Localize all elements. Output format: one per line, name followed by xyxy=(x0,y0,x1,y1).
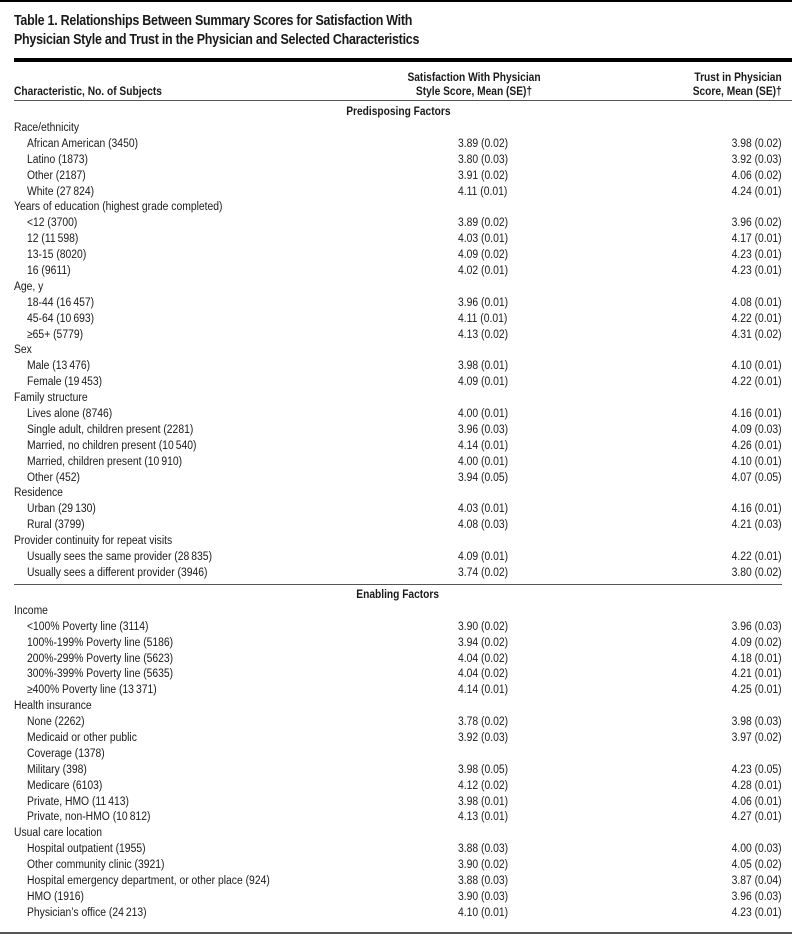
header-rule xyxy=(14,100,792,101)
row-label: HMO (1916) xyxy=(27,890,84,903)
table-top-rule xyxy=(14,58,792,62)
row-label: Single adult, children present (2281) xyxy=(27,423,194,436)
satisfaction-score: 3.96 (0.03) xyxy=(458,423,509,436)
satisfaction-score: 3.98 (0.01) xyxy=(458,795,509,808)
satisfaction-score: 4.14 (0.01) xyxy=(458,439,509,452)
column-header-trust-line-2: Score, Mean (SE)† xyxy=(693,84,782,98)
table-row xyxy=(14,407,782,423)
row-label: Hospital outpatient (1955) xyxy=(27,843,146,856)
category-row xyxy=(14,280,782,296)
row-label: Married, no children present (10 540) xyxy=(27,439,197,452)
table-row xyxy=(14,296,782,312)
top-border xyxy=(0,0,792,2)
trust-score: 3.96 (0.03) xyxy=(731,620,782,633)
satisfaction-score: 3.94 (0.05) xyxy=(458,471,509,484)
row-label: Married, children present (10 910) xyxy=(27,455,183,468)
table-row xyxy=(14,439,782,455)
satisfaction-score: 4.12 (0.02) xyxy=(458,779,509,792)
table-row xyxy=(14,620,782,636)
satisfaction-score: 3.98 (0.05) xyxy=(458,763,509,776)
row-label: 45-64 (10 693) xyxy=(27,312,95,325)
row-label: Hospital emergency department, or other place (924) xyxy=(27,874,270,887)
satisfaction-score: 4.03 (0.01) xyxy=(458,233,509,246)
row-label: White (27 824) xyxy=(27,185,95,198)
trust-score: 4.23 (0.01) xyxy=(731,906,782,919)
row-label: Other community clinic (3921) xyxy=(27,859,165,872)
row-label: None (2262) xyxy=(27,716,85,729)
satisfaction-score: 3.98 (0.01) xyxy=(458,360,509,373)
row-label: Male (13 476) xyxy=(27,360,91,373)
trust-score: 4.08 (0.01) xyxy=(731,296,782,309)
category-row xyxy=(14,604,782,620)
satisfaction-score: 3.96 (0.01) xyxy=(458,296,509,309)
satisfaction-score: 3.91 (0.02) xyxy=(458,169,509,182)
satisfaction-score: 4.14 (0.01) xyxy=(458,684,509,697)
table-row xyxy=(14,731,782,747)
table-row xyxy=(14,652,782,668)
satisfaction-score: 3.88 (0.03) xyxy=(458,874,509,887)
table-header xyxy=(14,66,782,98)
row-label: ≥65+ (5779) xyxy=(27,328,84,341)
table-row xyxy=(14,890,782,906)
trust-score: 4.27 (0.01) xyxy=(731,811,782,824)
trust-score: 3.98 (0.03) xyxy=(731,716,782,729)
satisfaction-score: 4.11 (0.01) xyxy=(458,185,508,198)
row-label: Age, y xyxy=(14,280,44,293)
table-title-line-1: Table 1. Relationships Between Summary Scores for Satisfaction With xyxy=(14,13,413,29)
satisfaction-score: 4.13 (0.01) xyxy=(458,811,509,824)
satisfaction-score: 4.03 (0.01) xyxy=(458,503,509,516)
category-row xyxy=(14,391,782,407)
table-row xyxy=(14,216,782,232)
section-title-text: Predisposing Factors xyxy=(345,104,451,118)
satisfaction-score: 3.90 (0.02) xyxy=(458,859,509,872)
category-row xyxy=(14,200,782,216)
trust-score: 4.09 (0.03) xyxy=(731,423,782,436)
trust-score: 3.87 (0.04) xyxy=(731,874,782,887)
table-row xyxy=(14,153,782,169)
trust-score: 4.25 (0.01) xyxy=(731,684,782,697)
column-header-satisfaction xyxy=(364,70,584,98)
row-label: Latino (1873) xyxy=(27,153,89,166)
satisfaction-score: 4.04 (0.02) xyxy=(458,668,509,681)
trust-score: 3.96 (0.03) xyxy=(731,890,782,903)
table-row xyxy=(14,550,782,566)
satisfaction-score: 3.90 (0.02) xyxy=(458,620,509,633)
trust-score: 4.23 (0.01) xyxy=(731,265,782,278)
trust-score: 4.09 (0.02) xyxy=(731,636,782,649)
trust-score: 3.96 (0.02) xyxy=(731,217,782,230)
trust-score: 3.97 (0.02) xyxy=(731,731,782,744)
table-row xyxy=(14,858,782,874)
table-row xyxy=(14,683,782,699)
table-row xyxy=(14,715,782,731)
row-label: 16 (9611) xyxy=(27,265,71,278)
table-row xyxy=(14,810,782,826)
row-label: Other (2187) xyxy=(27,169,86,182)
category-row xyxy=(14,534,782,550)
table-row xyxy=(14,137,782,153)
section-title xyxy=(14,102,782,121)
row-label: Urban (29 130) xyxy=(27,503,96,516)
trust-score: 3.98 (0.02) xyxy=(731,137,782,150)
table-row xyxy=(14,185,782,201)
satisfaction-score: 4.11 (0.01) xyxy=(458,312,508,325)
row-label: Medicare (6103) xyxy=(27,779,103,792)
row-label: Years of education (highest grade completed) xyxy=(14,201,223,214)
table-row xyxy=(14,423,782,439)
row-label: 18-44 (16 457) xyxy=(27,296,95,309)
table-row xyxy=(14,518,782,534)
trust-score: 4.22 (0.01) xyxy=(731,551,782,564)
row-label: Private, non-HMO (10 812) xyxy=(27,811,151,824)
trust-score: 4.07 (0.05) xyxy=(731,471,782,484)
table-row xyxy=(14,328,782,344)
trust-score: 4.21 (0.03) xyxy=(731,519,782,532)
table-row xyxy=(14,264,782,280)
trust-score: 4.10 (0.01) xyxy=(731,360,782,373)
row-label: 12 (11 598) xyxy=(27,233,79,246)
trust-score: 4.18 (0.01) xyxy=(731,652,782,665)
table-row xyxy=(14,312,782,328)
trust-score: 4.23 (0.01) xyxy=(731,249,782,262)
row-label: Medicaid or other public xyxy=(27,731,137,744)
column-header-satisfaction-line-1: Satisfaction With Physician xyxy=(407,70,541,84)
table-row xyxy=(14,779,782,795)
table-row xyxy=(14,359,782,375)
trust-score: 4.10 (0.01) xyxy=(731,455,782,468)
satisfaction-score: 3.94 (0.02) xyxy=(458,636,509,649)
trust-score: 4.24 (0.01) xyxy=(731,185,782,198)
satisfaction-score: 4.04 (0.02) xyxy=(458,652,509,665)
trust-score: 4.16 (0.01) xyxy=(731,503,782,516)
trust-score: 4.05 (0.02) xyxy=(731,859,782,872)
satisfaction-score: 3.89 (0.02) xyxy=(458,217,509,230)
row-label: Residence xyxy=(14,487,63,500)
satisfaction-score: 4.08 (0.03) xyxy=(458,519,509,532)
trust-score: 4.00 (0.03) xyxy=(731,843,782,856)
category-row xyxy=(14,826,782,842)
trust-score: 4.16 (0.01) xyxy=(731,408,782,421)
section-title xyxy=(14,585,782,604)
category-row xyxy=(14,486,782,502)
table-row xyxy=(14,232,782,248)
table-row xyxy=(14,169,782,185)
trust-score: 4.31 (0.02) xyxy=(731,328,782,341)
table-row xyxy=(14,636,782,652)
trust-score: 4.28 (0.01) xyxy=(731,779,782,792)
satisfaction-score: 3.80 (0.03) xyxy=(458,153,509,166)
row-label: ≥400% Poverty line (13 371) xyxy=(27,684,157,697)
row-label: Female (19 453) xyxy=(27,376,103,389)
category-row xyxy=(14,343,782,359)
row-label: Usually sees a different provider (3946) xyxy=(27,566,208,579)
satisfaction-score: 3.88 (0.03) xyxy=(458,843,509,856)
row-label: Usually sees the same provider (28 835) xyxy=(27,551,213,564)
column-header-satisfaction-line-2: Style Score, Mean (SE)† xyxy=(415,84,533,98)
row-label: <12 (3700) xyxy=(27,217,78,230)
table-row xyxy=(14,471,782,487)
satisfaction-score: 3.92 (0.03) xyxy=(458,731,509,744)
satisfaction-score: 4.13 (0.02) xyxy=(458,328,509,341)
satisfaction-score: 4.10 (0.01) xyxy=(458,906,509,919)
column-header-trust-line-1: Trust in Physician xyxy=(694,70,782,84)
row-label: Income xyxy=(14,604,48,617)
trust-score: 3.92 (0.03) xyxy=(731,153,782,166)
trust-score: 4.17 (0.01) xyxy=(731,233,782,246)
row-label: African American (3450) xyxy=(27,137,139,150)
row-label: Race/ethnicity xyxy=(14,122,80,134)
row-label: <100% Poverty line (3114) xyxy=(27,620,149,633)
satisfaction-score: 3.78 (0.02) xyxy=(458,716,509,729)
row-label: Health insurance xyxy=(14,700,92,713)
table-row xyxy=(14,747,782,763)
row-label: Usual care location xyxy=(14,827,103,840)
row-label: 13-15 (8020) xyxy=(27,249,87,262)
trust-score: 4.26 (0.01) xyxy=(731,439,782,452)
table-bottom-rule xyxy=(0,932,792,934)
table-row xyxy=(14,763,782,779)
row-label: Coverage (1378) xyxy=(27,747,105,760)
row-label: Lives alone (8746) xyxy=(27,408,113,421)
table-row xyxy=(14,874,782,890)
trust-score: 4.22 (0.01) xyxy=(731,376,782,389)
satisfaction-score: 4.00 (0.01) xyxy=(458,408,509,421)
table-row xyxy=(14,566,782,582)
table-row xyxy=(14,842,782,858)
row-label: Military (398) xyxy=(27,763,87,776)
satisfaction-score: 4.09 (0.01) xyxy=(458,376,509,389)
row-label: Physician’s office (24 213) xyxy=(27,906,147,919)
satisfaction-score: 4.09 (0.01) xyxy=(458,551,509,564)
row-label: Other (452) xyxy=(27,471,80,484)
column-header-characteristic: Characteristic, No. of Subjects xyxy=(14,84,162,98)
table-row xyxy=(14,667,782,683)
trust-score: 4.06 (0.02) xyxy=(731,169,782,182)
satisfaction-score: 4.02 (0.01) xyxy=(458,265,509,278)
trust-score: 3.80 (0.02) xyxy=(731,566,782,579)
table-row xyxy=(14,795,782,811)
trust-score: 4.23 (0.05) xyxy=(731,763,782,776)
satisfaction-score: 4.00 (0.01) xyxy=(458,455,509,468)
table-title xyxy=(14,12,616,50)
column-header-trust xyxy=(677,70,782,98)
satisfaction-score: 3.89 (0.02) xyxy=(458,137,509,150)
table-row xyxy=(14,906,782,922)
table-row xyxy=(14,375,782,391)
row-label: Provider continuity for repeat visits xyxy=(14,535,173,548)
trust-score: 4.06 (0.01) xyxy=(731,795,782,808)
table-row xyxy=(14,502,782,518)
trust-score: 4.21 (0.01) xyxy=(731,668,782,681)
row-label: Rural (3799) xyxy=(27,519,85,532)
category-row xyxy=(14,699,782,715)
row-label: Sex xyxy=(14,344,32,357)
row-label: Private, HMO (11 413) xyxy=(27,795,129,808)
table-row xyxy=(14,248,782,264)
row-label: Family structure xyxy=(14,392,88,405)
category-row xyxy=(14,121,782,137)
section-title-text: Enabling Factors xyxy=(356,586,440,601)
satisfaction-score: 3.90 (0.03) xyxy=(458,890,509,903)
row-label: 300%-399% Poverty line (5635) xyxy=(27,668,174,681)
satisfaction-score: 4.09 (0.02) xyxy=(458,249,509,262)
trust-score: 4.22 (0.01) xyxy=(731,312,782,325)
row-label: 200%-299% Poverty line (5623) xyxy=(27,652,174,665)
table-body xyxy=(14,102,782,922)
satisfaction-score: 3.74 (0.02) xyxy=(458,566,509,579)
table-row xyxy=(14,455,782,471)
table-title-line-2: Physician Style and Trust in the Physician and Selected Characteristics xyxy=(14,32,420,48)
row-label: 100%-199% Poverty line (5186) xyxy=(27,636,174,649)
